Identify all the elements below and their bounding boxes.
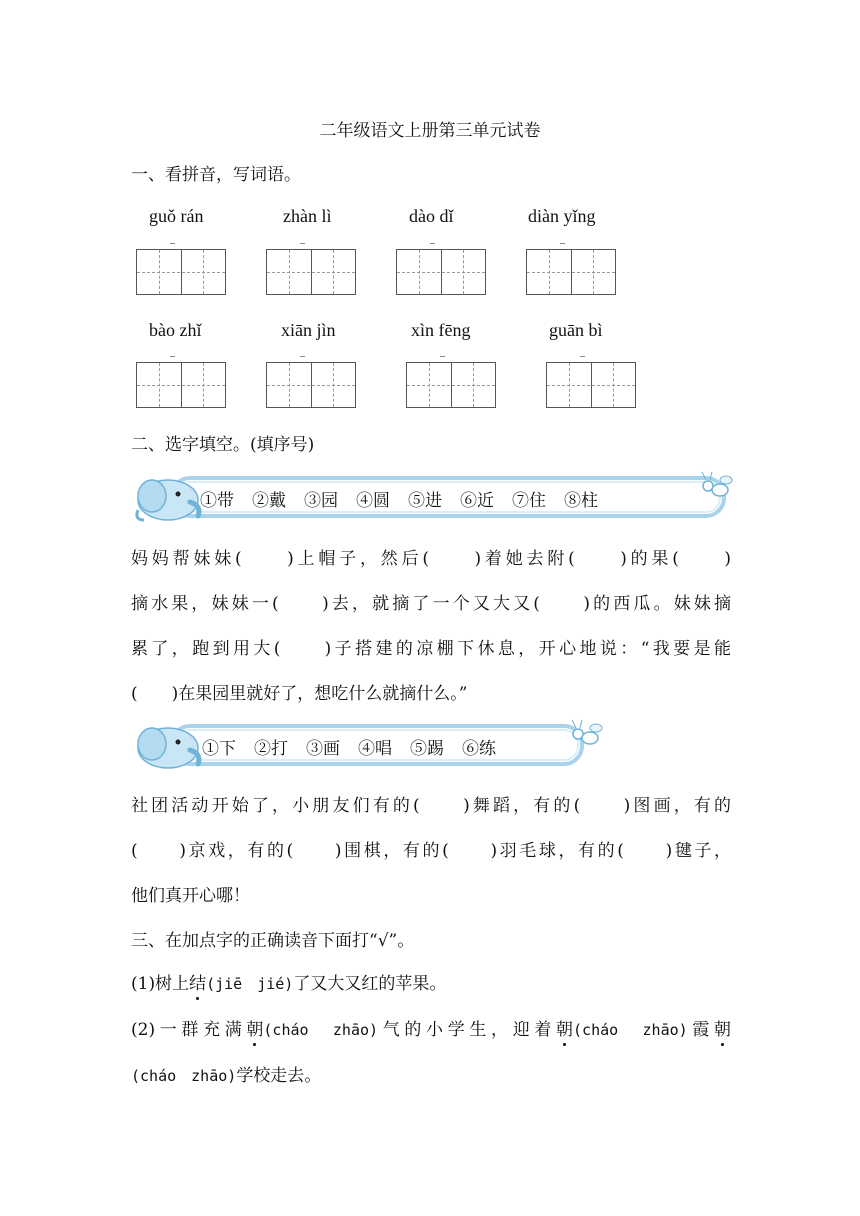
pinyin-label: diàn yǐng bbox=[528, 206, 596, 226]
fill-paragraph-2 bbox=[131, 791, 731, 906]
reading-options[interactable]: (jiē jié) bbox=[206, 975, 294, 993]
word-bank-banner bbox=[128, 716, 608, 776]
paragraph-line: 妈妈帮妹妹( )上帽子，然后( )着她去附( )的果( ) bbox=[131, 549, 731, 569]
question-2 bbox=[131, 1015, 731, 1095]
writing-grid[interactable] bbox=[406, 362, 496, 408]
option: ③园 bbox=[304, 491, 338, 511]
q1-prefix: (1)树上 bbox=[131, 974, 190, 994]
option: ②戴 bbox=[252, 491, 286, 511]
option: ⑦住 bbox=[512, 491, 546, 511]
q2-prefix: (2)一群充满 bbox=[131, 1020, 247, 1040]
section2-heading: 二、选字填空。(填序号) bbox=[131, 435, 315, 455]
dotted-character: 结 bbox=[189, 969, 206, 994]
option: ①下 bbox=[202, 739, 236, 759]
option: ⑤踢 bbox=[410, 739, 444, 759]
pinyin-label: xìn fēng bbox=[411, 320, 471, 340]
writing-grid[interactable] bbox=[396, 249, 486, 295]
dotted-character: 朝 bbox=[246, 1015, 263, 1040]
q1-suffix: 了又大又红的苹果。 bbox=[293, 974, 447, 994]
reading-options[interactable]: (cháo zhāo) bbox=[131, 1067, 237, 1085]
paragraph-line: 他们真开心哪！ bbox=[131, 886, 250, 906]
paragraph-line: ( )在果园里就好了，想吃什么就摘什么。” bbox=[131, 684, 468, 704]
elephant-icon bbox=[137, 480, 199, 520]
writing-grid[interactable] bbox=[136, 249, 226, 295]
word-bank-options bbox=[200, 486, 616, 511]
writing-grid[interactable] bbox=[266, 362, 356, 408]
section3-heading: 三、在加点字的正确读音下面打“√”。 bbox=[131, 931, 415, 951]
question-2-line-2 bbox=[131, 1061, 321, 1086]
question-2-line-1 bbox=[131, 1015, 731, 1040]
option: ⑧柱 bbox=[564, 491, 598, 511]
pinyin-label: xiān jìn bbox=[281, 320, 336, 340]
reading-options[interactable]: (cháo zhāo) bbox=[573, 1021, 688, 1039]
q2-mid: 霞 bbox=[687, 1020, 714, 1040]
writing-grid[interactable] bbox=[546, 362, 636, 408]
option: ⑥练 bbox=[462, 739, 496, 759]
paragraph-line: 累了，跑到用大( )子搭建的凉棚下休息，开心地说：“我要是能 bbox=[131, 639, 731, 659]
page-title: 二年级语文上册第三单元试卷 bbox=[319, 121, 541, 141]
option: ②打 bbox=[254, 739, 288, 759]
q2-suffix: 学校走去。 bbox=[236, 1066, 322, 1086]
elephant-icon bbox=[138, 728, 199, 768]
dotted-character: 朝 bbox=[714, 1015, 731, 1040]
reading-options[interactable]: (cháo zhāo) bbox=[263, 1021, 379, 1039]
option: ④圆 bbox=[356, 491, 390, 511]
fill-paragraph-1 bbox=[131, 544, 731, 704]
dotted-character: 朝 bbox=[556, 1015, 573, 1040]
pinyin-label: guān bì bbox=[549, 320, 603, 340]
writing-grid[interactable] bbox=[266, 249, 356, 295]
option: ③画 bbox=[306, 739, 340, 759]
pinyin-label: zhàn lì bbox=[283, 206, 332, 226]
q2-mid: 气的小学生，迎着 bbox=[378, 1020, 557, 1040]
option: ⑥近 bbox=[460, 491, 494, 511]
option: ①带 bbox=[200, 491, 234, 511]
writing-grid[interactable] bbox=[136, 362, 226, 408]
word-bank-banner bbox=[128, 466, 740, 526]
writing-grid[interactable] bbox=[526, 249, 616, 295]
word-bank-options bbox=[202, 734, 514, 759]
paragraph-line: ( )京戏，有的( )围棋，有的( )羽毛球，有的( )毽子， bbox=[131, 841, 731, 861]
pinyin-label: dào dǐ bbox=[409, 206, 454, 226]
question-1 bbox=[131, 969, 731, 994]
pinyin-label: bào zhǐ bbox=[149, 320, 202, 340]
section1-heading: 一、看拼音，写词语。 bbox=[131, 165, 301, 185]
paragraph-line: 社团活动开始了，小朋友们有的( )舞蹈，有的( )图画，有的 bbox=[131, 796, 731, 816]
pinyin-label: guǒ rán bbox=[149, 206, 204, 226]
option: ④唱 bbox=[358, 739, 392, 759]
paragraph-line: 摘水果，妹妹一( )去，就摘了一个又大又( )的西瓜。妹妹摘 bbox=[131, 594, 731, 614]
option: ⑤进 bbox=[408, 491, 442, 511]
